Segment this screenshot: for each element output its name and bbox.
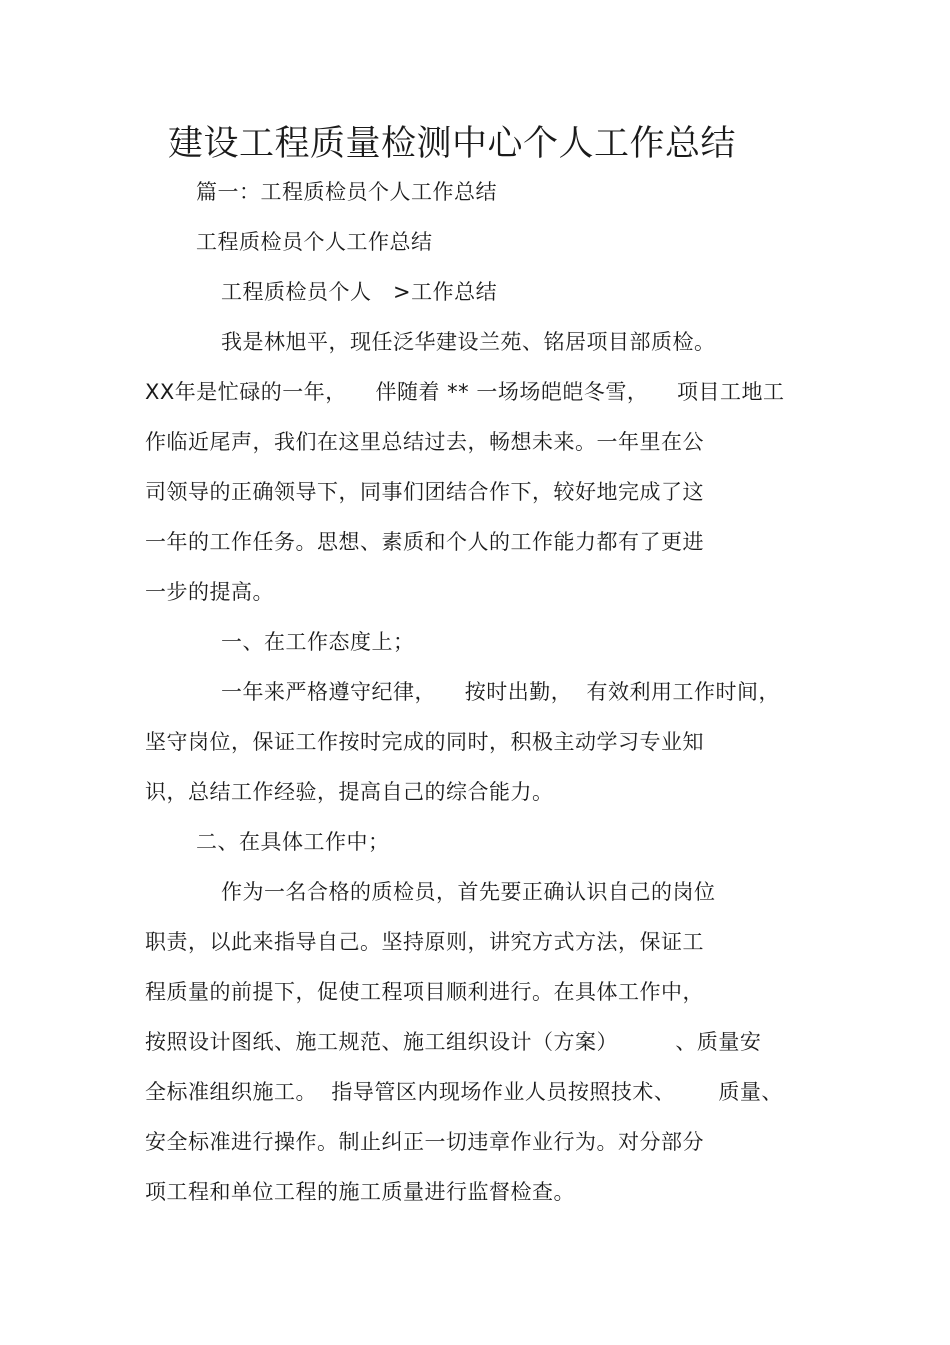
paragraph-line: 程质量的前提下，促使工程项目顺利进行。在具体工作中， [145,980,704,1004]
paragraph-line: 一步的提高。 [145,580,274,604]
paragraph-line: XX年是忙碌的一年， 伴随着 ** 一场场皑皑冬雪， 项目工地工 [145,380,785,404]
paragraph-line: 全标准组织施工。 指导管区内现场作业人员按照技术、 质量、 [145,1080,783,1104]
paragraph-line: 篇一：工程质检员个人工作总结 [196,180,497,204]
paragraph-line: 安全标准进行操作。制止纠正一切违章作业行为。对分部分 [145,1130,704,1154]
paragraph-line: 作为一名合格的质检员，首先要正确认识自己的岗位 [221,880,716,904]
paragraph-line: 按照设计图纸、施工规范、施工组织设计（方案） 、质量安 [145,1030,762,1054]
paragraph-line: 我是林旭平，现任泛华建设兰苑、铭居项目部质检。 [221,330,716,354]
paragraph-line: 一年来严格遵守纪律， 按时出勤， 有效利用工作时间， [221,680,781,704]
paragraph-line: 坚守岗位，保证工作按时完成的同时，积极主动学习专业知 [145,730,704,754]
paragraph-line: 作临近尾声，我们在这里总结过去，畅想未来。一年里在公 [145,430,704,454]
section-heading: 二、在具体工作中； [196,830,390,854]
document-title: 建设工程质量检测中心个人工作总结 [168,124,737,164]
section-heading: 一、在工作态度上； [221,630,415,654]
paragraph-line: 识，总结工作经验，提高自己的综合能力。 [145,780,554,804]
paragraph-line: 工程质检员个人工作总结 [196,230,433,254]
paragraph-line: 司领导的正确领导下，同事们团结合作下，较好地完成了这 [145,480,704,504]
paragraph-line: 一年的工作任务。思想、素质和个人的工作能力都有了更进 [145,530,704,554]
paragraph-line: 工程质检员个人 >工作总结 [221,280,498,304]
paragraph-line: 项工程和单位工程的施工质量进行监督检查。 [145,1180,575,1204]
paragraph-line: 职责，以此来指导自己。坚持原则，讲究方式方法，保证工 [145,930,704,954]
